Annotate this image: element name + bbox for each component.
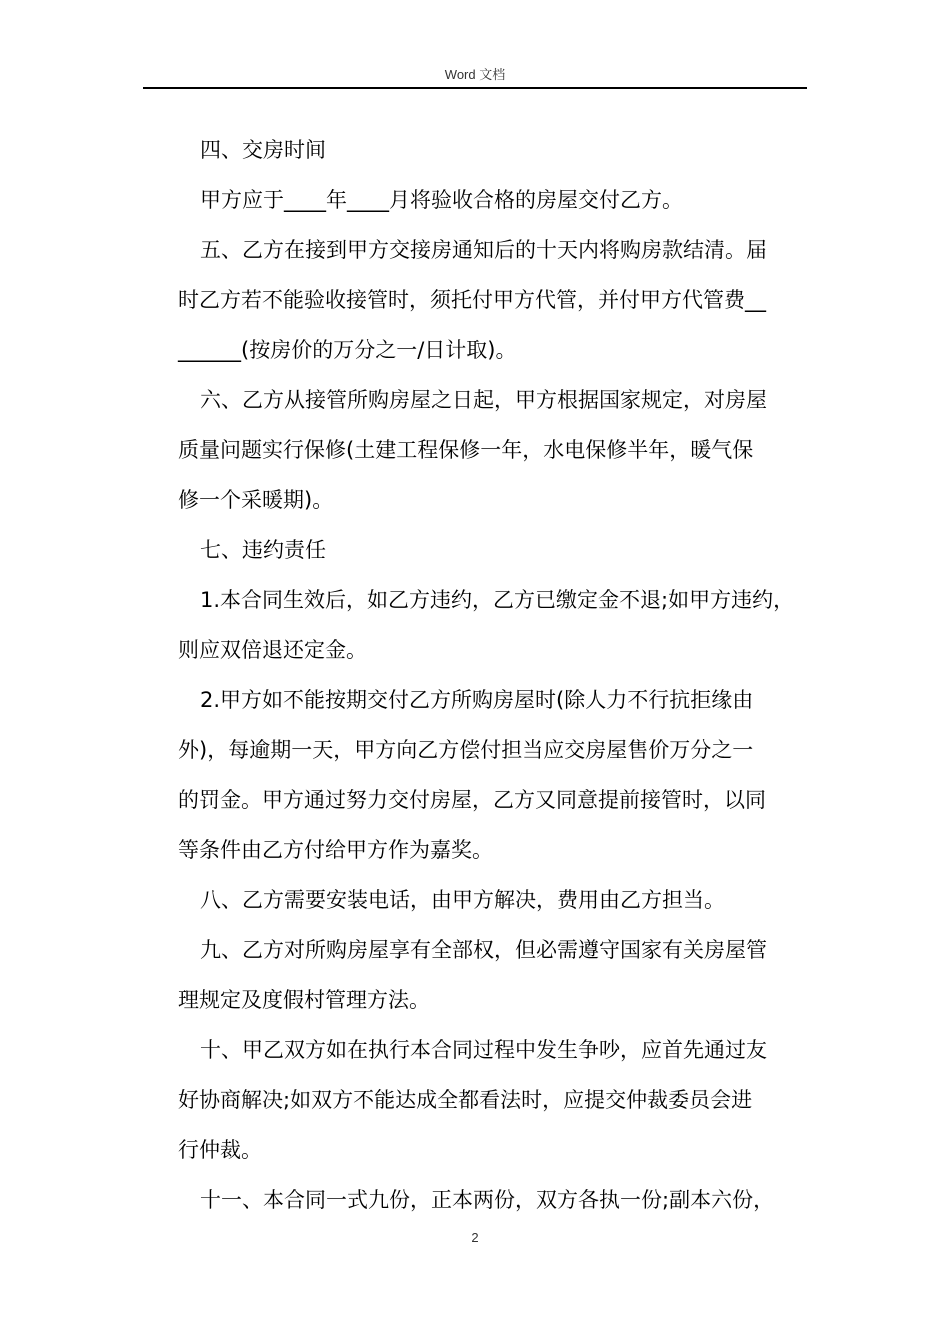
- page-header: Word 文档: [444, 67, 506, 82]
- text-line: 则应双倍退还定金。: [178, 638, 367, 662]
- text-line: 七、违约责任: [200, 538, 326, 562]
- text-line: ______(按房价的万分之一/日计取)。: [178, 338, 517, 362]
- text-line: 行仲裁。: [178, 1138, 262, 1162]
- text-line: 好协商解决;如双方不能达成全都看法时，应提交仲裁委员会进: [178, 1088, 753, 1112]
- text-line: 理规定及度假村管理方法。: [178, 988, 430, 1012]
- header-divider: [143, 87, 807, 89]
- page-number: 2: [471, 1230, 479, 1245]
- text-line: 等条件由乙方付给甲方作为嘉奖。: [178, 838, 493, 862]
- text-line: 修一个采暖期)。: [178, 488, 334, 512]
- text-line: 时乙方若不能验收接管时，须托付甲方代管，并付甲方代管费__: [178, 288, 766, 312]
- text-line: 2.甲方如不能按期交付乙方所购房屋时(除人力不行抗拒缘由: [200, 688, 754, 712]
- text-line: 六、乙方从接管所购房屋之日起，甲方根据国家规定，对房屋: [200, 388, 767, 412]
- text-line: 九、乙方对所购房屋享有全部权，但必需遵守国家有关房屋管: [200, 938, 767, 962]
- text-line: 十、甲乙双方如在执行本合同过程中发生争吵，应首先通过友: [200, 1038, 767, 1062]
- text-line: 四、交房时间: [200, 138, 326, 162]
- text-line: 的罚金。甲方通过努力交付房屋，乙方又同意提前接管时，以同: [178, 788, 766, 812]
- text-line: 质量问题实行保修(土建工程保修一年，水电保修半年，暖气保: [178, 438, 754, 462]
- text-line: 甲方应于____年____月将验收合格的房屋交付乙方。: [200, 188, 683, 212]
- text-line: 八、乙方需要安装电话，由甲方解决，费用由乙方担当。: [200, 888, 725, 912]
- text-line: 五、乙方在接到甲方交接房通知后的十天内将购房款结清。届: [200, 238, 767, 262]
- text-line: 十一、本合同一式九份，正本两份，双方各执一份;副本六份，: [200, 1188, 775, 1212]
- document-body: [178, 125, 808, 1225]
- text-line: 外)，每逾期一天，甲方向乙方偿付担当应交房屋售价万分之一: [178, 738, 754, 762]
- text-line: 1.本合同生效后，如乙方违约，乙方已缴定金不退;如甲方违约，: [200, 588, 795, 612]
